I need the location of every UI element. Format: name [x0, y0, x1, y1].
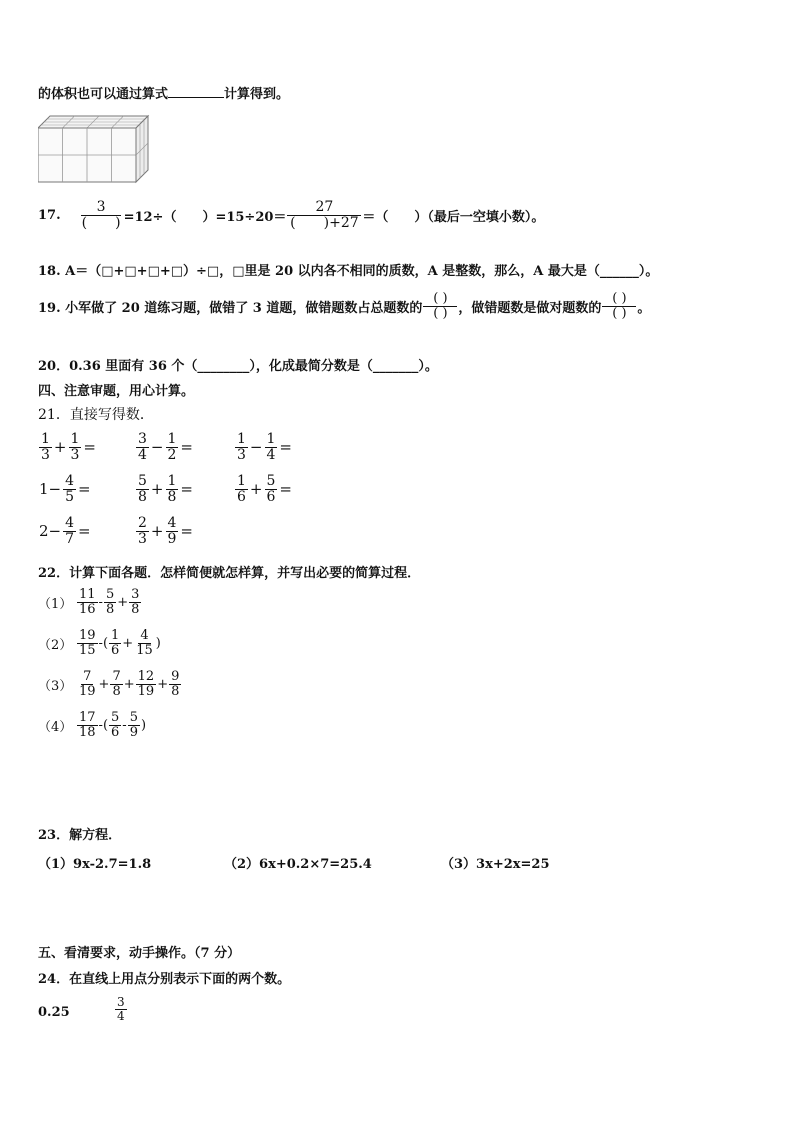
equation-1: （1）9x-2.7=1.8 — [38, 857, 152, 872]
q21-item-1: $\frac{1}{3}$ + $\frac{1}{3}$ = — [41, 431, 96, 463]
q17-tail-text: ＝（ ）（最后一空填小数）。 — [362, 209, 545, 225]
q21-item-8: $\frac{2}{3}$ + $\frac{4}{9}$ = — [138, 515, 193, 547]
top-line-post: 计算得到。 — [224, 87, 290, 102]
question-17 — [38, 200, 544, 230]
q21-grid — [38, 432, 338, 552]
answer-blank[interactable] — [168, 85, 224, 98]
q22-expr-2: （2） $\frac{19}{15}$ -( $\frac{1}{6}$ + $\frac{4}{15}$ ) — [38, 628, 161, 658]
question-21-title: 21．直接写得数． — [38, 407, 154, 423]
fraction: $\frac{3}{( )}$ — [81, 199, 121, 231]
section-4-title: 四、注意审题，用心计算。 — [38, 384, 195, 399]
q22-expr-3: （3） $\frac{7}{19}$ + $\frac{7}{8}$ + $\frac{12}{19}$ + $\frac{9}{8}$ — [38, 669, 180, 699]
fraction-blank[interactable]: $\frac{( )}{( )}$ — [602, 292, 636, 320]
q21-item-5: $\frac{5}{8}$ + $\frac{1}{8}$ = — [138, 473, 193, 505]
q21-item-2: $\frac{3}{4}$ − $\frac{1}{2}$ = — [138, 431, 193, 463]
top-line-pre: 的体积也可以通过算式 — [38, 87, 169, 102]
fraction: $\frac{27}{( )+27}$ — [287, 200, 361, 230]
equation-2: （2）6x+0.2×7=25.4 — [224, 857, 372, 872]
q19-text: 19. 小军做了 20 道练习题，做错了 3 道题，做错题数占总题数的 — [38, 300, 423, 316]
fraction-blank[interactable]: $\frac{( )}{( )}$ — [423, 292, 457, 320]
section-5-title: 五、看清要求，动手操作。（7 分） — [38, 946, 241, 961]
answer-blank[interactable]: ( )+27 — [290, 214, 359, 231]
question-18: 18. A＝（□+□+□+□）÷□，□里是 20 以内各不相同的质数，A 是整数，那么，A 最大是（______）。 — [38, 264, 659, 279]
cube-figure — [38, 112, 154, 188]
q19-mid-text: ，做错题数是做对题数的 — [458, 300, 602, 316]
equation-3: （3）3x+2x=25 — [441, 857, 550, 872]
top-line — [38, 83, 289, 102]
q22-expr-4: （4） $\frac{17}{18}$ -( $\frac{5}{6}$ - $\frac{5}{9}$ ) — [38, 710, 147, 740]
question-20: 20．0.36 里面有 36 个（________），化成最简分数是（_______）。 — [38, 359, 438, 374]
answer-blank[interactable]: ( ) — [81, 214, 121, 231]
item-label: （2） — [38, 637, 73, 653]
q21-item-3: $\frac{1}{3}$ − $\frac{1}{4}$ = — [237, 431, 292, 463]
q17-middle-text: =12÷（ ）=15÷20＝ — [123, 209, 287, 225]
q21-item-6: $\frac{1}{6}$ + $\frac{5}{6}$ = — [237, 473, 292, 505]
question-19: 19. 小军做了 20 道练习题，做错了 3 道题，做错题数占总题数的 $\frac{( )}{( )}$ ，做错题数是做对题数的 $\frac{( )}{( )}$ 。 — [38, 291, 651, 321]
item-label: （4） — [38, 719, 73, 735]
question-23-title: 23．解方程． — [38, 828, 122, 843]
item-label: （1） — [38, 596, 73, 612]
question-22-title: 22．计算下面各题．怎样简便就怎样算，并写出必要的简算过程． — [38, 566, 421, 581]
item-label: （3） — [38, 678, 73, 694]
q21-item-4: 1− $\frac{4}{5}$ = — [39, 473, 91, 505]
number-2: $\frac{3}{4}$ — [117, 995, 125, 1023]
number-1: 0.25 — [38, 1005, 70, 1020]
question-number: 17. — [38, 207, 61, 223]
q21-item-7: 2− $\frac{4}{7}$ = — [39, 515, 91, 547]
q22-expr-1: （1） $\frac{11}{16}$ - $\frac{5}{8}$ + $\frac{3}{8}$ — [38, 587, 140, 617]
question-24-title: 24．在直线上用点分别表示下面的两个数。 — [38, 972, 291, 987]
